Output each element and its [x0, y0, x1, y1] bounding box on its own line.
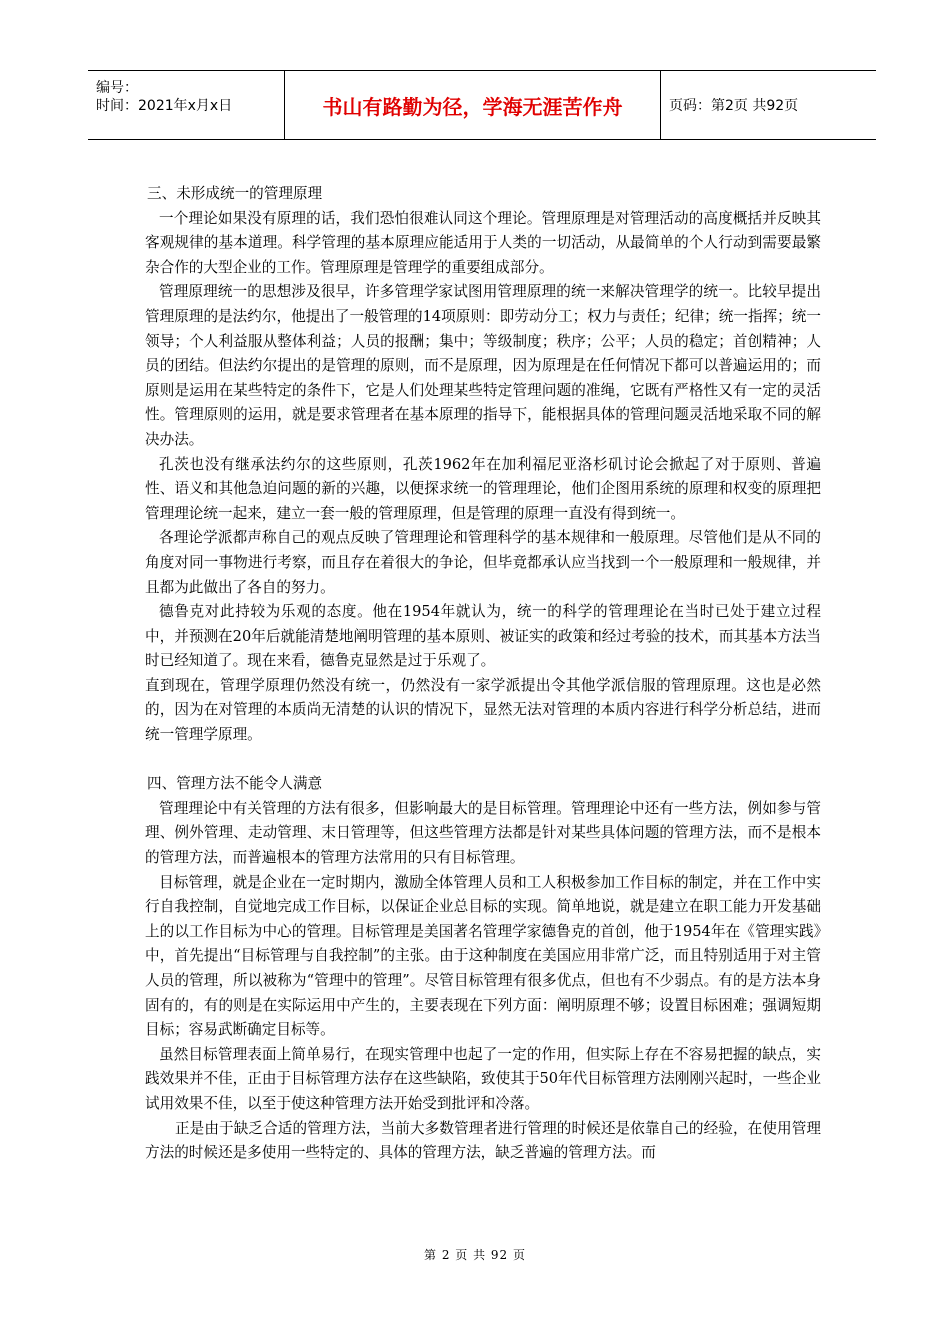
paragraph: 虽然目标管理表面上简单易行，在现实管理中也起了一定的作用，但实际上存在不容易把握的缺点，实践效果并不佳，正由于目标管理方法存在这些缺陷，致使其于50年代目标管理方法刚刚兴起时，一些企业试用效果不佳，以至于使这种管理方法开始受到批评和冷落。: [145, 1045, 821, 1112]
paragraph: 孔茨也没有继承法约尔的这些原则，孔茨1962年在加利福尼亚洛杉矶讨论会掀起了对于原则、普遍性、语义和其他急迫问题的新的兴趣，以便探求统一的管理理论，他们企图用系统的原理和权变的原理把管理理论统一起来，建立一套一般的管理原理，但是管理的原理一直没有得到统一。: [145, 455, 821, 522]
paragraph: 正是由于缺乏合适的管理方法，当前大多数管理者进行管理的时候还是依靠自己的经验，在使用管理方法的时候还是多使用一些特定的、具体的管理方法，缺乏普遍的管理方法。而: [145, 1119, 821, 1162]
section-heading-4: 四、管理方法不能令人满意: [147, 775, 323, 793]
section-spacer: [145, 748, 821, 773]
paragraph: 德鲁克对此持较为乐观的态度。他在1954年就认为，统一的科学的管理理论在当时已处于建立过程中，并预测在20年后就能清楚地阐明管理的基本原则、被证实的政策和经过考验的技术，而其基本方法当时已经知道了。现在来看，德鲁克显然是过于乐观了。: [145, 603, 821, 670]
paragraph: 管理理论中有关管理的方法有很多，但影响最大的是目标管理。管理理论中还有一些方法，例如参与管理、例外管理、走动管理、末日管理等，但这些管理方法都是针对某些具体问题的管理方法，而不是根本的管理方法，而普遍根本的管理方法常用的只有目标管理。: [145, 799, 821, 867]
document-time-label: 时间：2021年x月x日: [96, 98, 233, 114]
paragraph: 目标管理，就是企业在一定时期内，激励全体管理人员和工人积极参加工作目标的制定，并在工作中实行自我控制，自觉地完成工作目标，以保证企业总目标的实现。简单地说，就是建立在职工能力开发基础上的以工作目标为中心的管理。目标管理是美国著名管理学家德鲁克的首创，他于1954年在《管理实践》中，首先提出“目标管理与自我控制”的主张。由于这种制度在美国应用非常广泛，而且特别适用于对主管人员的管理，所以被称为“管理中的管理”。尽管目标管理有很多优点，但也有不少弱点。有的是方法本身固有的，有的则是在实际运用中产生的，主要表现在下列方面：阐明原理不够；设置目标困难；强调短期目标；容易武断确定目标等。: [145, 873, 821, 1039]
paragraph: 各理论学派都声称自己的观点反映了管理理论和管理科学的基本规律和一般原理。尽管他们是从不同的角度对同一事物进行考察，而且存在着很大的争论，但毕竟都承认应当找到一个一般原理和一般规律，并且都为此做出了各自的努力。: [145, 529, 821, 596]
header-motto: 书山有路勤为径，学海无涯苦作舟: [285, 71, 661, 139]
paragraph: 直到现在，管理学原理仍然没有统一，仍然没有一家学派提出令其他学派信服的管理原理。这也是必然的，因为在对管理的本质尚无清楚的认识的情况下，显然无法对管理的本质内容进行科学分析总结，进而统一管理学原理。: [145, 676, 821, 744]
document-number-label: 编号：: [96, 80, 138, 96]
page-footer: 第 2 页 共 92 页: [424, 1248, 526, 1262]
paragraph: 管理原理统一的思想涉及很早，许多管理学家试图用管理原理的统一来解决管理学的统一。比较早提出管理原理的是法约尔，他提出了一般管理的14项原则：即劳动分工；权力与责任；纪律；统一指挥；统一领导；个人利益服从整体利益；人员的报酬；集中；等级制度；秩序；公平；人员的稳定；首创精神；人员的团结。但法约尔提出的是管理的原则，而不是原理，因为原理是在任何情况下都可以普遍运用的；而原则是运用在某些特定的条件下，它是人们处理某些特定管理问题的准绳，它既有严格性又有一定的灵活性。管理原则的运用，就是要求管理者在基本原理的指导下，能根据具体的管理问题灵活地采取不同的解决办法。: [145, 283, 821, 448]
section-heading-3: 三、未形成统一的管理原理: [147, 185, 323, 202]
paragraph: 一个理论如果没有原理的话，我们恐怕很难认同这个理论。管理原理是对管理活动的高度概括并反映其客观规律的基本道理。科学管理的基本原理应能适用于人类的一切活动，从最简单的个人行动到需要最繁杂合作的大型企业的工作。管理原理是管理学的重要组成部分。: [145, 209, 821, 276]
header-page-number: 页码：第2页 共92页: [669, 98, 799, 114]
header-meta-cell: [88, 71, 285, 139]
document-body: [145, 182, 821, 1166]
page-header: [88, 70, 876, 140]
